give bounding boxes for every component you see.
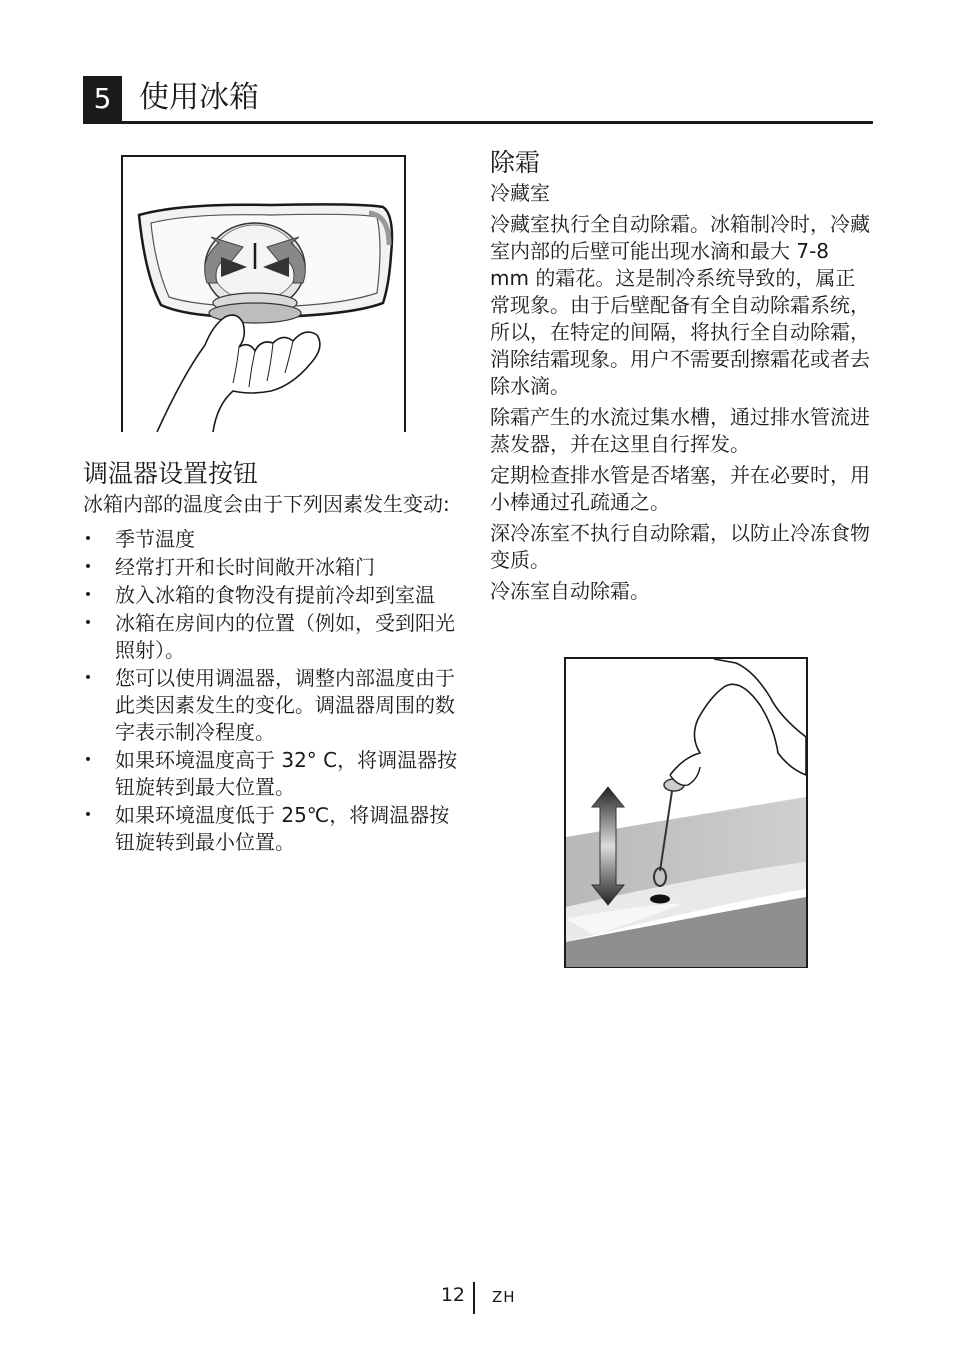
bullet-icon: •	[83, 559, 93, 575]
list-item-text: 季节温度	[115, 527, 195, 551]
thermostat-knob-illustration	[121, 155, 406, 434]
defrost-paragraph: 定期检查排水管是否堵塞，并在必要时，用小棒通过孔疏通之。	[490, 463, 870, 514]
page-footer	[0, 1280, 954, 1314]
list-item	[83, 747, 463, 801]
drain-hole-cleaning-illustration	[564, 657, 808, 968]
bullet-icon: •	[83, 752, 93, 768]
footer-divider	[473, 1282, 475, 1314]
list-item	[83, 665, 463, 746]
list-item-text: 经常打开和长时间敞开冰箱门	[115, 555, 375, 579]
bullet-icon: •	[83, 615, 93, 631]
defrost-subheading: 冷藏室	[490, 181, 550, 205]
thermostat-intro: 冰箱内部的温度会由于下列因素发生变动:	[83, 492, 450, 516]
defrost-paragraph: 冷藏室执行全自动除霜。冰箱制冷时，冷藏室内部的后壁可能出现水滴和最大 7-8 mm 的霜花。这是制冷系统导致的，属正常现象。由于后壁配备有全自动除霜系统，所以，在特定的间隔，将执行全自动除霜，消除结霜现象。用户不需要刮擦霜花或者去除水滴。	[490, 212, 870, 398]
bullet-icon: •	[83, 807, 93, 823]
defrost-paragraph: 冷冻室自动除霜。	[490, 579, 650, 603]
defrost-section	[490, 146, 870, 605]
thermostat-section	[83, 457, 463, 857]
list-item	[83, 610, 463, 664]
bullet-icon: •	[83, 587, 93, 603]
defrost-paragraph: 除霜产生的水流过集水槽，通过排水管流进蒸发器，并在这里自行挥发。	[490, 405, 870, 456]
chapter-title: 使用冰箱	[139, 80, 259, 115]
bullet-icon: •	[83, 670, 93, 686]
list-item	[83, 554, 463, 581]
bullet-icon: •	[83, 531, 93, 547]
language-code: ZH	[492, 1288, 516, 1306]
thermostat-factor-list	[83, 526, 463, 856]
thermostat-figure	[121, 155, 406, 434]
list-item	[83, 582, 463, 609]
list-item-text: 如果环境温度低于 25℃，将调温器按钮旋转到最小位置。	[115, 803, 450, 854]
drain-figure	[564, 657, 808, 968]
list-item	[83, 526, 463, 553]
chapter-number: 5	[83, 76, 122, 121]
chapter-header	[83, 76, 873, 125]
page-number: 12	[440, 1284, 465, 1306]
list-item-text: 如果环境温度高于 32° C，将调温器按钮旋转到最大位置。	[115, 748, 458, 799]
list-item-text: 放入冰箱的食物没有提前冷却到室温	[115, 583, 435, 607]
list-item-text: 冰箱在房间内的位置（例如，受到阳光照射）。	[115, 611, 455, 662]
list-item-text: 您可以使用调温器，调整内部温度由于此类因素发生的变化。调温器周围的数字表示制冷程度。	[115, 666, 455, 744]
thermostat-heading: 调温器设置按钮	[83, 459, 259, 488]
defrost-paragraph: 深冷冻室不执行自动除霜，以防止冷冻食物变质。	[490, 521, 870, 572]
defrost-heading: 除霜	[490, 148, 541, 177]
header-rule	[83, 121, 873, 124]
list-item	[83, 802, 463, 856]
